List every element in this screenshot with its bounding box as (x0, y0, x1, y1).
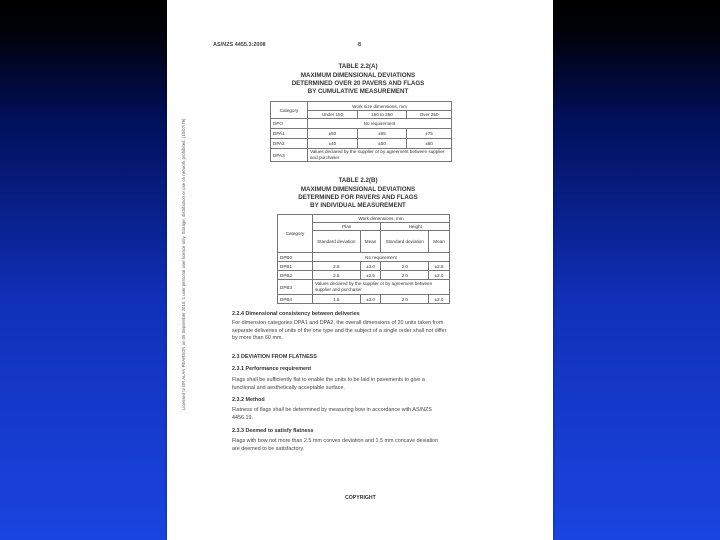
table-b-cell: 2.5 (313, 262, 361, 271)
table-b-col-category: Category (278, 215, 313, 253)
table-a-cell: ±65 (357, 129, 406, 139)
table-a-cat: DPA2 (271, 139, 308, 149)
table-b (277, 214, 450, 304)
table-b-sub: Standard deviation (313, 231, 361, 253)
page-number: 8 (358, 42, 362, 48)
table-b-label: TABLE 2.2(B) (338, 177, 378, 184)
table-a-cat: DPO (271, 119, 308, 129)
licence-side-note: Licensed to DR ALAN PEARSON on 05 September 2010. 1 user personal user licence only. Storage, distribution or use on network prohibited. (10/07/79) (181, 118, 186, 410)
table-b-sub: Standard deviation (381, 231, 429, 253)
table-b-plan: Plan (313, 223, 381, 231)
section-2-3-3-heading: 2.3.3 Deemed to satisfy flatness (232, 428, 314, 434)
table-a-cat: DPA3 (271, 149, 308, 162)
table-a-col: Over 250 (407, 111, 452, 119)
section-2-3-2-heading: 2.3.2 Method (232, 397, 265, 403)
table-b-cell: ±2.0 (429, 271, 450, 280)
table-a-label: TABLE 2.2(A) (338, 63, 378, 70)
table-b-cell: ±2.5 (360, 271, 381, 280)
table-a-title-2: DETERMINED OVER 20 PAVERS AND FLAGS (291, 80, 425, 87)
section-2-3-1-heading: 2.3.1 Performance requirement (232, 366, 312, 372)
table-b-span: Values declared by the supplier or by agreement between supplier and purchaser (313, 280, 450, 295)
table-b-cat: DPB1 (278, 262, 313, 271)
table-a-col: Under 150 (308, 111, 358, 119)
table-b-cell: 2.0 (381, 295, 429, 304)
table-a-cat: DPA1 (271, 129, 308, 139)
table-a-title-1: MAXIMUM DIMENSIONAL DEVIATIONS (300, 72, 416, 79)
table-b-cell: 1.5 (313, 295, 361, 304)
table-b-cell: 2.0 (381, 262, 429, 271)
table-b-cat: DPB0 (278, 253, 313, 262)
standard-header: AS/NZS 4455.3:2008 (213, 42, 266, 48)
table-a-col: 150 to 250 (357, 111, 406, 119)
table-b-cell: 2.0 (381, 271, 429, 280)
table-a-title-3: BY CUMULATIVE MEASUREMENT (307, 88, 409, 95)
table-b-cell: ±3.0 (360, 295, 381, 304)
copyright-footer: COPYRIGHT (345, 495, 376, 501)
table-b-height: Height (381, 223, 450, 231)
table-a-cell: ±40 (308, 139, 358, 149)
table-b-cat: DPB4 (278, 295, 313, 304)
table-b-title-2: DETERMINED FOR PAVERS AND FLAGS (298, 194, 418, 201)
table-b-cell: ±2.5 (429, 262, 450, 271)
table-b-sub: Mean (429, 231, 450, 253)
table-a-span: Values declared by the supplier or by agreement between supplier and purchaser (308, 149, 452, 162)
table-b-col-group: Work dimensions, mm (313, 215, 450, 223)
table-a-cell: ±50 (308, 129, 358, 139)
table-b-title-3: BY INDIVIDUAL MEASUREMENT (310, 202, 406, 209)
table-b-cell: 2.5 (313, 271, 361, 280)
table-b-cat: DPB2 (278, 271, 313, 280)
table-b-sub: Mean (360, 231, 381, 253)
table-b-cat: DPB3 (278, 280, 313, 295)
table-b-title-1: MAXIMUM DIMENSIONAL DEVIATIONS (300, 186, 416, 193)
table-a-cell: ±75 (407, 129, 452, 139)
section-2-3-heading: 2.3 DEVIATION FROM FLATNESS (232, 354, 317, 360)
section-2-2-4-heading: 2.2.4 Dimensional consistency between deliveries (232, 311, 360, 317)
table-b-cell: ±2.0 (429, 295, 450, 304)
table-a-span: No requirement (308, 119, 452, 129)
table-a (270, 101, 452, 162)
table-a-cell: ±50 (357, 139, 406, 149)
table-a-cell: ±60 (407, 139, 452, 149)
table-b-span: No requirement (313, 253, 450, 262)
section-2-3-2-text: Flatness of flags shall be determined by measuring bow in accordance with AS/NZS 4456.19. (232, 407, 432, 421)
table-b-cell: ±3.0 (360, 262, 381, 271)
section-2-3-1-text: Flags shall be sufficiently flat to enable the units to be laid in pavements to give a functional and aesthetically acceptable surface. (232, 377, 425, 391)
table-a-col-category: Category (271, 102, 308, 119)
section-2-3-3-text: Flags with bow not more than 2.5 mm convex deviation and 1.5 mm concave deviation are deemed to be satisfactory. (232, 438, 439, 452)
table-a-col-group: Work size dimensions, mm (308, 102, 452, 111)
section-2-2-4-text: For dimension categories DPA1 and DPA2, the overall dimensions of 20 units taken from separate deliveries of units of the one type and the subject of a single order shall not differ by more than 60 mm. (232, 320, 447, 342)
